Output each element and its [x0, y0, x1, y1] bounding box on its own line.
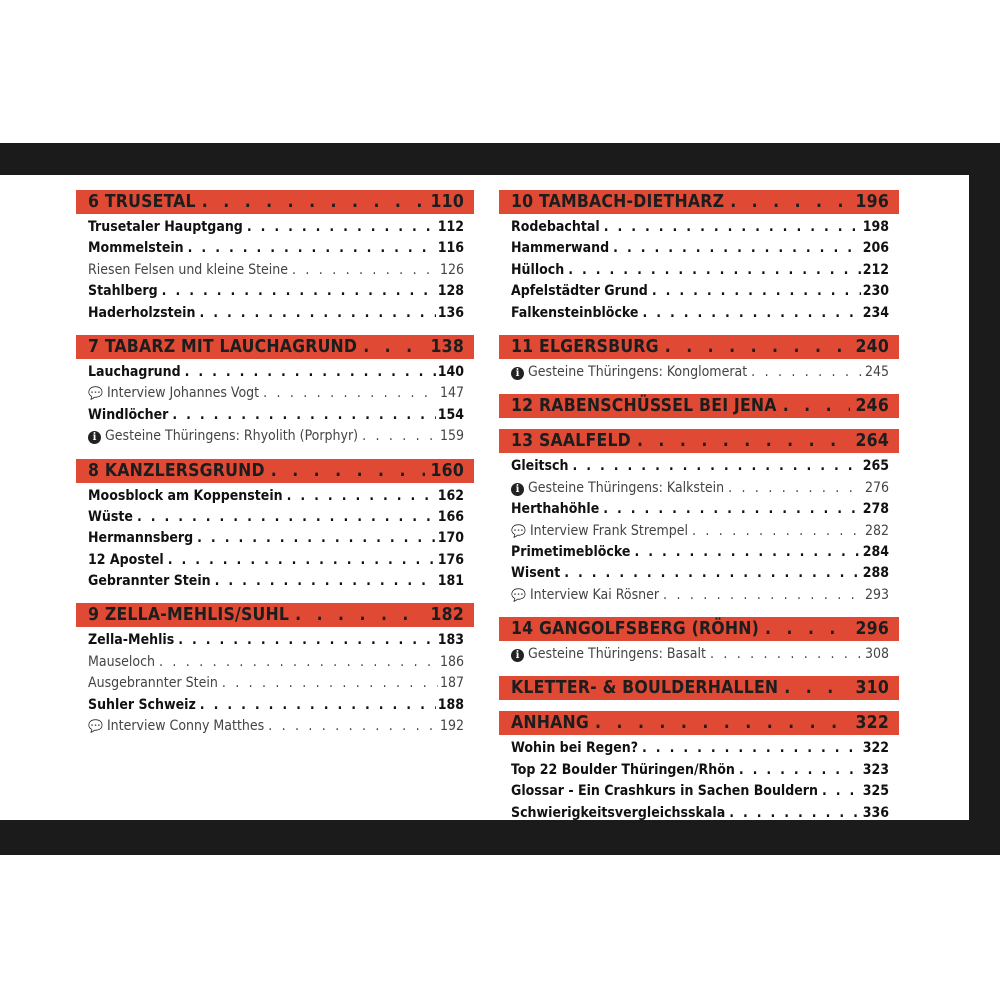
- section-title: 9 ZELLA-MEHLIS/SUHL: [88, 605, 290, 626]
- entry-page-number: 336: [862, 804, 889, 821]
- entry-page-number: 154: [437, 406, 464, 423]
- dot-leader: [137, 507, 436, 528]
- dot-leader: [268, 716, 438, 737]
- dot-leader: [663, 585, 863, 606]
- dot-leader: [595, 713, 850, 733]
- speech-bubble-icon: 💬: [88, 386, 103, 401]
- section-page-number: 110: [430, 192, 464, 212]
- section-title: 11 ELGERSBURG: [511, 336, 659, 357]
- toc-left-column: [76, 190, 474, 748]
- dot-leader: [784, 678, 849, 698]
- toc-entry[interactable]: [499, 362, 899, 383]
- entry-page-number: 293: [864, 586, 889, 603]
- toc-entry[interactable]: [499, 644, 899, 665]
- dot-leader: [572, 456, 860, 477]
- toc-entry[interactable]: [76, 528, 474, 549]
- dot-leader: [568, 260, 860, 281]
- section-title: KLETTER- & BOULDERHALLEN: [511, 678, 779, 699]
- dot-leader: [295, 605, 424, 625]
- entry-page-number: 308: [864, 646, 889, 663]
- info-icon: i: [511, 367, 524, 380]
- toc-entry[interactable]: [76, 716, 474, 737]
- entry-title: Top 22 Boulder Thüringen/Rhön: [511, 761, 735, 778]
- dot-leader: [822, 781, 861, 802]
- entry-title: Suhler Schweiz: [88, 696, 196, 713]
- toc-section-7-tabarz-mit-lauchagrund: [76, 335, 474, 448]
- entry-title: Gesteine Thüringens: Konglomerat: [528, 363, 748, 380]
- toc-entry[interactable]: [499, 781, 899, 802]
- entry-title: Lauchagrund: [88, 363, 181, 380]
- dot-leader: [765, 619, 850, 639]
- section-heading[interactable]: [499, 394, 899, 418]
- toc-entry[interactable]: [499, 303, 899, 324]
- entry-page-number: 212: [862, 261, 889, 278]
- entry-title: Zella-Mehlis: [88, 632, 175, 649]
- dot-leader: [185, 362, 436, 383]
- toc-entry[interactable]: [76, 630, 474, 651]
- dot-leader: [751, 362, 863, 383]
- entry-page-number: 112: [437, 219, 464, 235]
- dot-leader: [604, 217, 861, 238]
- entry-title: Herthahöhle: [511, 501, 600, 518]
- entry-page-number: 166: [437, 508, 464, 525]
- entry-page-number: 278: [862, 501, 889, 518]
- dot-leader: [363, 337, 424, 357]
- entry-page-number: 186: [439, 653, 464, 670]
- dot-leader: [200, 695, 436, 716]
- entry-title: Interview Frank Strempel: [529, 522, 688, 539]
- toc-entry[interactable]: [499, 585, 899, 606]
- entry-title: Wohin bei Regen?: [511, 740, 639, 757]
- toc-entry[interactable]: [499, 563, 899, 584]
- entry-page-number: 323: [862, 761, 889, 778]
- entry-title: Hammerwand: [511, 240, 610, 257]
- section-page-number: 196: [855, 192, 889, 212]
- entry-title: Gesteine Thüringens: Basalt: [528, 646, 706, 663]
- section-title: ANHANG: [511, 713, 590, 734]
- entry-title: Glossar - Ein Crashkurs in Sachen Bouldern: [511, 783, 818, 800]
- entry-title: Gesteine Thüringens: Rhyolith (Porphyr): [105, 428, 359, 445]
- dot-leader: [292, 260, 438, 281]
- entry-page-number: 265: [862, 458, 889, 475]
- entry-title: Hermannsberg: [88, 530, 194, 547]
- info-icon: i: [88, 431, 101, 444]
- entry-page-number: 128: [437, 283, 464, 300]
- dot-leader: [603, 499, 860, 520]
- section-title: 8 KANZLERSGRUND: [88, 460, 265, 481]
- section-page-number: 310: [855, 678, 889, 699]
- entry-title: Mommelstein: [88, 240, 184, 257]
- entry-title: Gleitsch: [511, 458, 569, 475]
- dot-leader: [730, 192, 849, 212]
- toc-entry[interactable]: [499, 738, 899, 759]
- section-page-number: 160: [430, 460, 464, 481]
- info-icon: i: [511, 649, 524, 662]
- section-heading[interactable]: [499, 617, 899, 641]
- entry-title: Interview Conny Matthes: [106, 718, 265, 735]
- entry-page-number: 198: [862, 219, 889, 235]
- toc-entry[interactable]: [76, 507, 474, 528]
- entry-title: Stahlberg: [88, 283, 158, 300]
- speech-bubble-icon: 💬: [88, 719, 103, 734]
- entry-title: Apfelstädter Grund: [511, 283, 648, 300]
- toc-section-12-rabenschussel-bei-jena: [499, 394, 899, 418]
- entry-page-number: 325: [862, 783, 889, 800]
- entry-title: Moosblock am Koppenstein: [88, 487, 283, 504]
- section-page-number: 246: [855, 396, 889, 417]
- entry-page-number: 245: [864, 363, 889, 380]
- entry-page-number: 230: [862, 283, 889, 300]
- toc-entry[interactable]: [76, 362, 474, 383]
- entry-title: Falkensteinblöcke: [511, 304, 639, 321]
- entry-title: Haderholzstein: [88, 304, 196, 321]
- dot-leader: [271, 461, 425, 481]
- entry-page-number: 322: [862, 740, 889, 757]
- section-page-number: 322: [855, 713, 889, 734]
- entry-page-number: 288: [862, 565, 889, 582]
- toc-entry[interactable]: [76, 695, 474, 716]
- dot-leader: [162, 281, 436, 302]
- entry-page-number: 136: [437, 304, 464, 321]
- dot-leader: [665, 337, 850, 357]
- entry-page-number: 181: [437, 573, 464, 590]
- entry-title: Primetimeblöcke: [511, 543, 631, 560]
- entry-title: Trusetaler Hauptgang: [88, 219, 243, 235]
- section-page-number: 138: [430, 336, 464, 357]
- dot-leader: [247, 217, 436, 238]
- toc-entry[interactable]: [499, 238, 899, 259]
- dot-leader: [739, 760, 861, 781]
- entry-title: Interview Kai Rösner: [529, 586, 660, 603]
- entry-page-number: 162: [437, 487, 464, 504]
- toc-entry[interactable]: [499, 499, 899, 520]
- toc-entry[interactable]: [76, 281, 474, 302]
- toc-entry[interactable]: [76, 260, 474, 281]
- entry-title: Wisent: [511, 565, 561, 582]
- entry-title: Mauseloch: [88, 653, 155, 670]
- entry-page-number: 284: [862, 543, 889, 560]
- dot-leader: [637, 431, 850, 451]
- entry-title: Windlöcher: [88, 406, 169, 423]
- section-title: 6 TRUSETAL: [88, 192, 196, 212]
- entry-page-number: 234: [862, 304, 889, 321]
- section-title: 12 RABENSCHÜSSEL BEI JENA: [511, 396, 777, 417]
- entry-title: Gebrannter Stein: [88, 573, 211, 590]
- toc-right-column: [499, 190, 899, 835]
- dot-leader: [197, 528, 436, 549]
- dot-leader: [287, 486, 436, 507]
- dot-leader: [178, 630, 435, 651]
- entry-page-number: 282: [864, 522, 889, 539]
- dot-leader: [642, 738, 861, 759]
- speech-bubble-icon: 💬: [511, 523, 526, 538]
- entry-page-number: 126: [439, 261, 464, 278]
- section-heading[interactable]: [499, 335, 899, 359]
- dot-leader: [729, 803, 861, 824]
- toc-entry[interactable]: [499, 760, 899, 781]
- toc-entry[interactable]: [76, 550, 474, 571]
- section-page-number: 296: [855, 619, 889, 640]
- section-heading[interactable]: [76, 190, 474, 214]
- section-title: 7 TABARZ MIT LAUCHAGRUND: [88, 336, 358, 357]
- dot-leader: [652, 281, 861, 302]
- section-page-number: 264: [855, 431, 889, 452]
- toc-entry[interactable]: [499, 281, 899, 302]
- dot-leader: [263, 383, 438, 404]
- dot-leader: [783, 396, 850, 416]
- toc-section-8-kanzlersgrund: [76, 459, 474, 593]
- section-heading[interactable]: [499, 676, 899, 700]
- toc-entry[interactable]: [76, 217, 474, 238]
- toc-section-kletter-boulderhallen: [499, 676, 899, 700]
- dot-leader: [172, 405, 435, 426]
- toc-entry[interactable]: [499, 542, 899, 563]
- toc-entry[interactable]: [76, 405, 474, 426]
- entry-page-number: 276: [864, 479, 889, 496]
- entry-page-number: 192: [439, 718, 464, 735]
- entry-page-number: 116: [437, 240, 464, 257]
- toc-entry[interactable]: [76, 238, 474, 259]
- dot-leader: [215, 571, 436, 592]
- section-heading[interactable]: [76, 603, 474, 627]
- toc-section-6-trusetal: [76, 190, 474, 324]
- entry-title: Ausgebrannter Stein: [88, 675, 218, 692]
- dot-leader: [564, 563, 860, 584]
- entry-page-number: 176: [437, 551, 464, 568]
- dot-leader: [613, 238, 861, 259]
- toc-section-14-gangolfsberg-rohn: [499, 617, 899, 665]
- entry-title: Riesen Felsen und kleine Steine: [88, 261, 288, 278]
- toc-entry[interactable]: [499, 478, 899, 499]
- info-icon: i: [511, 483, 524, 496]
- dot-leader: [710, 644, 863, 665]
- toc-section-9-zella-mehlis-suhl: [76, 603, 474, 737]
- toc-entry[interactable]: [76, 652, 474, 673]
- section-title: 10 TAMBACH-DIETHARZ: [511, 192, 725, 212]
- section-heading[interactable]: [76, 459, 474, 483]
- dot-leader: [222, 673, 438, 694]
- section-heading[interactable]: [76, 335, 474, 359]
- entry-title: Interview Johannes Vogt: [106, 385, 260, 402]
- toc-section-10-tambach-dietharz: [499, 190, 899, 324]
- entry-page-number: 159: [439, 428, 464, 445]
- toc-section-anhang: [499, 711, 899, 824]
- entry-title: 12 Apostel: [88, 551, 164, 568]
- toc-entry[interactable]: [499, 803, 899, 824]
- toc-entry[interactable]: [76, 486, 474, 507]
- entry-title: Schwierigkeitsvergleichsskala: [511, 804, 726, 821]
- entry-page-number: 188: [437, 696, 464, 713]
- section-page-number: 182: [430, 605, 464, 626]
- dot-leader: [202, 192, 425, 212]
- toc-section-13-saalfeld: [499, 429, 899, 606]
- entry-title: Wüste: [88, 508, 133, 525]
- dot-leader: [168, 550, 436, 571]
- dot-leader: [642, 303, 860, 324]
- toc-entry[interactable]: [76, 426, 474, 447]
- speech-bubble-icon: 💬: [511, 587, 526, 602]
- section-title: 13 SAALFELD: [511, 431, 631, 452]
- entry-title: Gesteine Thüringens: Kalkstein: [528, 479, 725, 496]
- dot-leader: [188, 238, 436, 259]
- toc-entry[interactable]: [499, 260, 899, 281]
- dot-leader: [634, 542, 860, 563]
- section-heading[interactable]: [499, 711, 899, 735]
- toc-entry[interactable]: [499, 456, 899, 477]
- entry-title: Rodebachtal: [511, 219, 600, 235]
- section-heading[interactable]: [499, 190, 899, 214]
- section-page-number: 240: [855, 336, 889, 357]
- toc-entry[interactable]: [76, 303, 474, 324]
- toc-entry[interactable]: [499, 217, 899, 238]
- toc-entry[interactable]: [499, 521, 899, 542]
- dot-leader: [692, 521, 863, 542]
- entry-page-number: 183: [437, 632, 464, 649]
- entry-page-number: 170: [437, 530, 464, 547]
- entry-page-number: 140: [437, 363, 464, 380]
- toc-entry[interactable]: [76, 673, 474, 694]
- entry-page-number: 187: [439, 675, 464, 692]
- dot-leader: [159, 652, 438, 673]
- section-title: 14 GANGOLFSBERG (RÖHN): [511, 619, 760, 640]
- toc-entry[interactable]: [76, 383, 474, 404]
- section-heading[interactable]: [499, 429, 899, 453]
- dot-leader: [362, 426, 438, 447]
- entry-title: Hülloch: [511, 261, 565, 278]
- dot-leader: [728, 478, 863, 499]
- toc-entry[interactable]: [76, 571, 474, 592]
- entry-page-number: 147: [439, 385, 464, 402]
- toc-section-11-elgersburg: [499, 335, 899, 383]
- entry-page-number: 206: [862, 240, 889, 257]
- dot-leader: [199, 303, 435, 324]
